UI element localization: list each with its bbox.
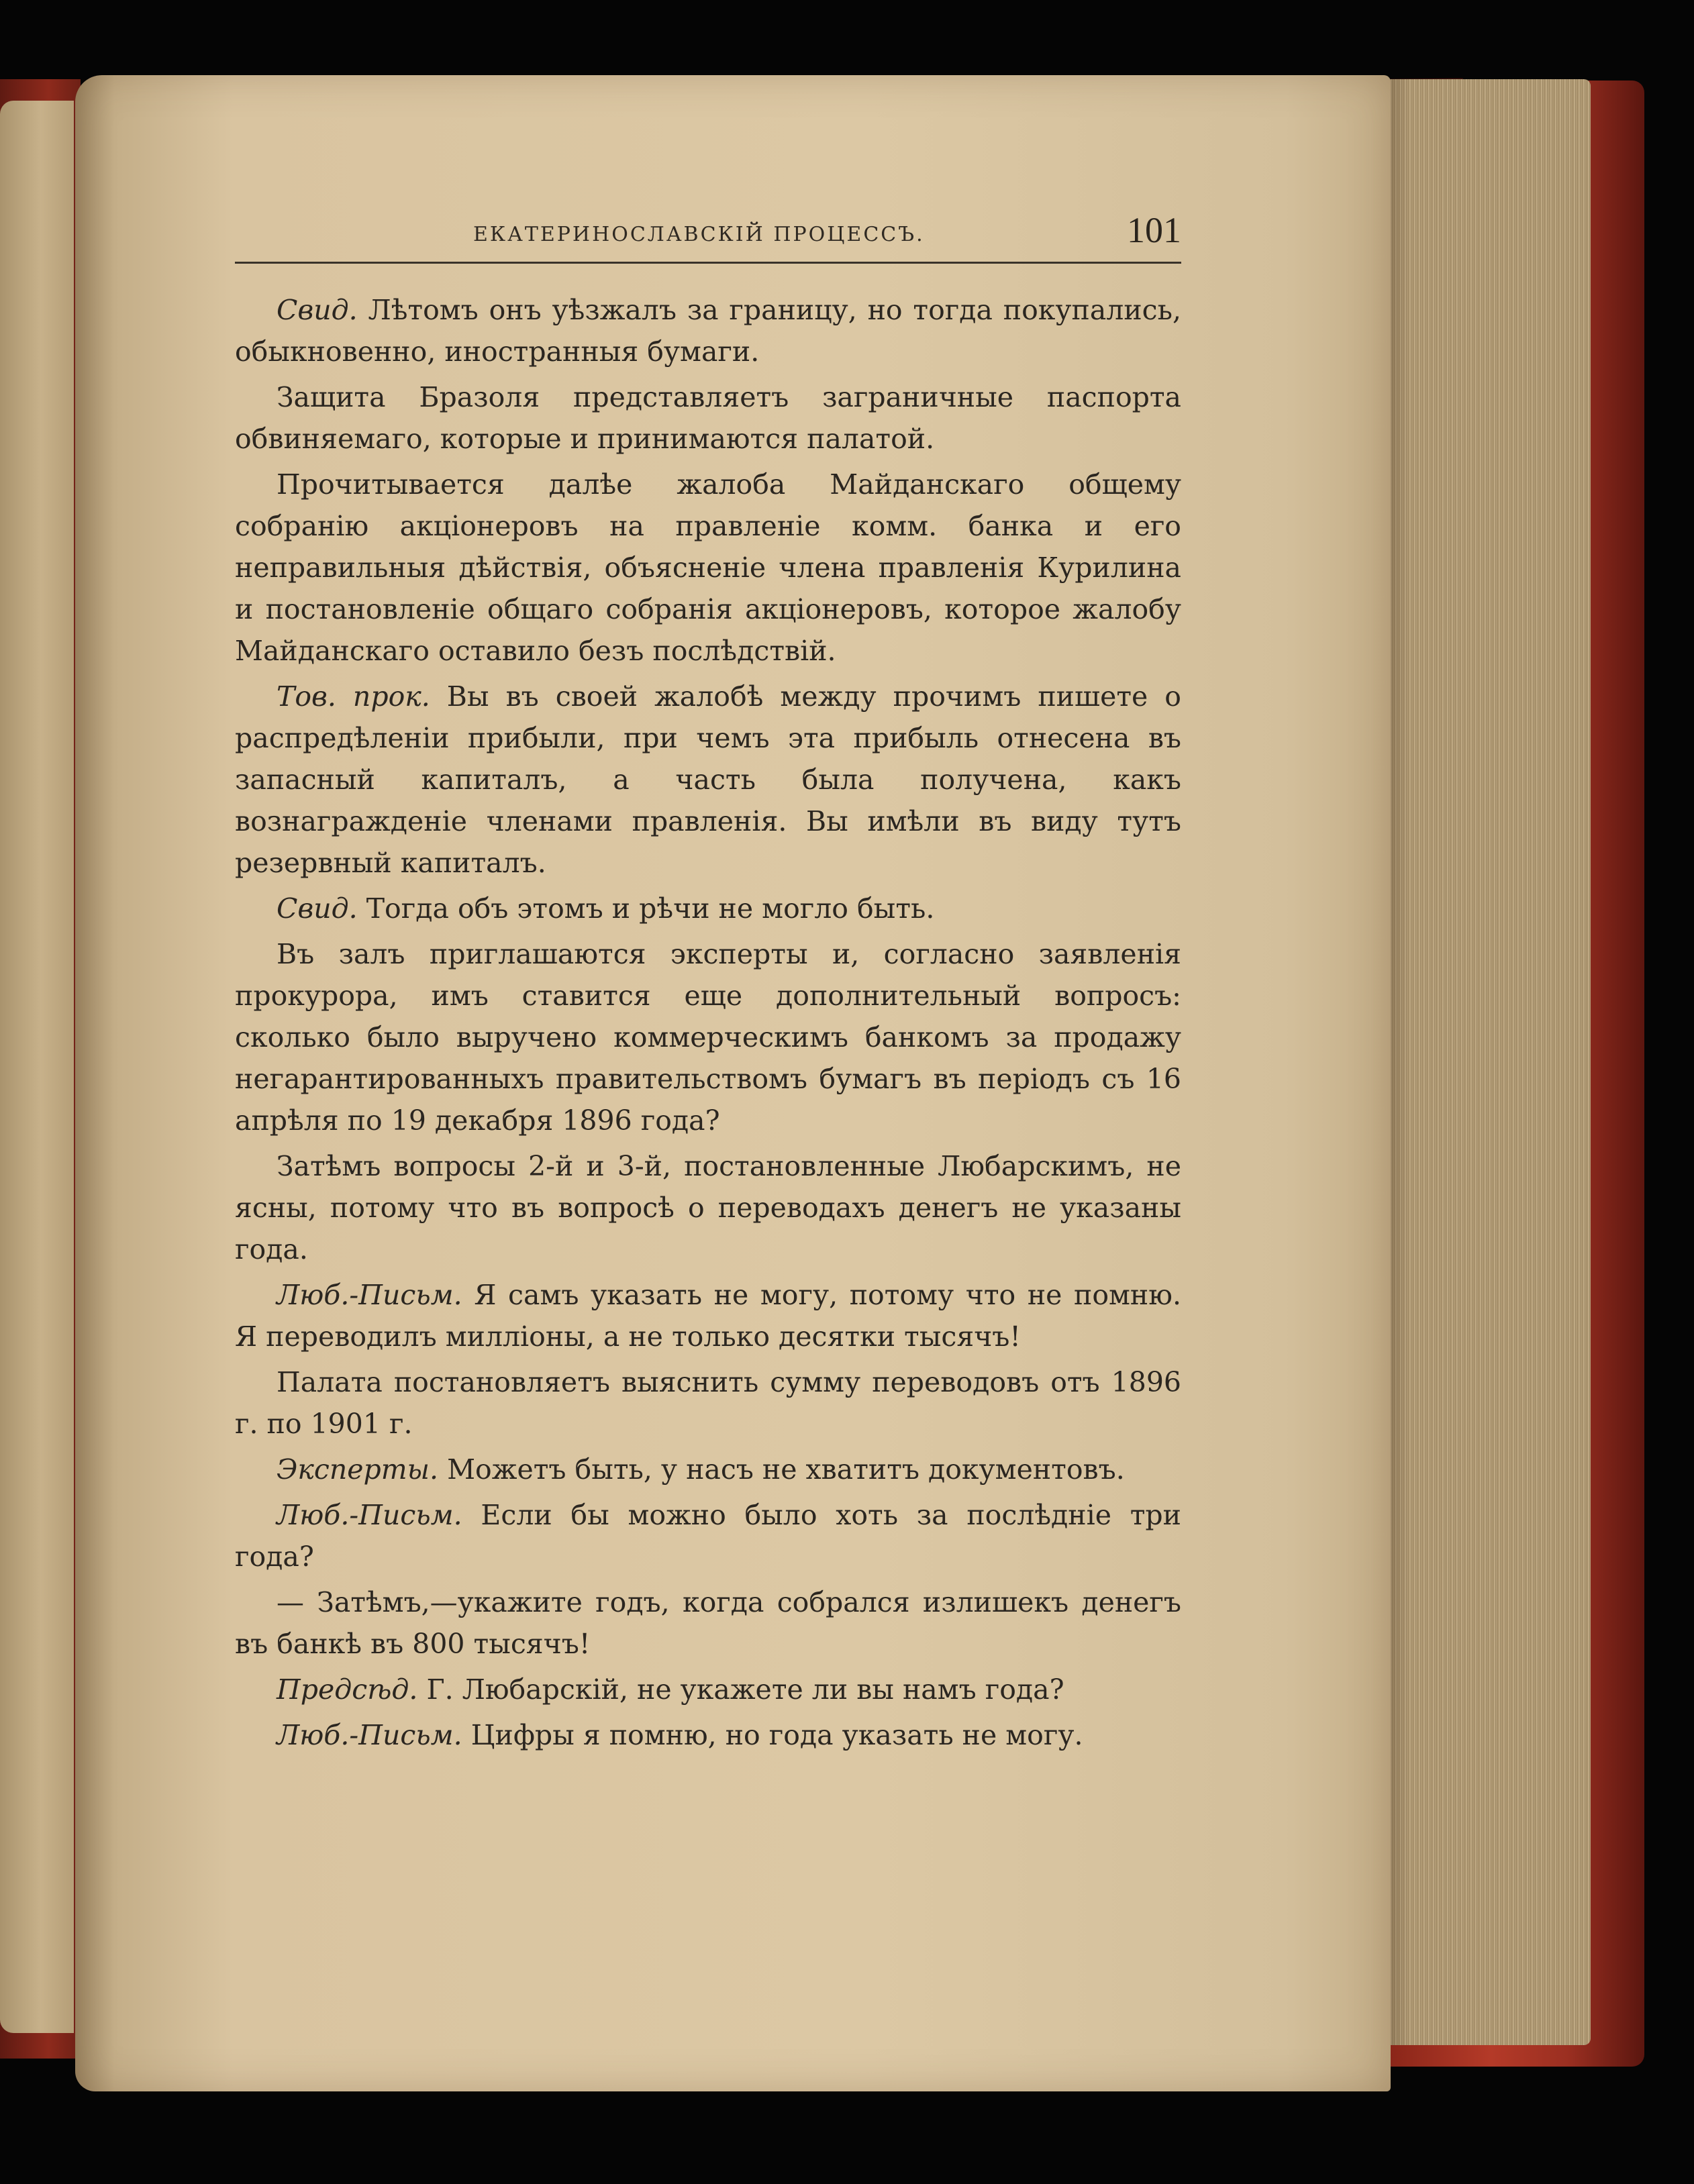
speaker-label: Люб.-Письм.: [277, 1719, 462, 1751]
paragraph-text: Палата постановляетъ выяснить сумму переводовъ отъ 1896 г. по 1901 г.: [235, 1366, 1181, 1440]
speaker-label: Люб.-Письм.: [277, 1499, 462, 1531]
speaker-label: Свид.: [277, 294, 358, 326]
paragraph-text: Можетъ быть, у насъ не хватитъ документовъ.: [438, 1453, 1125, 1486]
paragraph-text: Я самъ указать не могу, потому что не помню. Я переводилъ милліоны, а не только десятки тысячъ!: [235, 1279, 1181, 1353]
paragraph: [235, 464, 1181, 672]
paragraph-text: Въ залъ приглашаются эксперты и, согласно заявленія прокурора, имъ ставится еще дополнительный вопросъ: сколько было выручено коммерческимъ банкомъ за продажу негарантированныхъ правительствомъ бумагъ въ періодъ съ 16 апрѣля по 19 декабря 1896 года?: [235, 938, 1181, 1137]
paragraph: [235, 1581, 1181, 1665]
paragraph: [235, 1494, 1181, 1577]
paragraph-text: Вы въ своей жалобѣ между прочимъ пишете о распредѣленіи прибыли, при чемъ эта прибыль отнесена въ запасный капиталъ, а часть была получена, какъ вознагражденіе членами правленія. Вы имѣли въ виду тутъ резервный капиталъ.: [235, 680, 1181, 879]
body-text: [235, 289, 1181, 1756]
paragraph-text: Цифры я помню, но года указать не могу.: [462, 1719, 1083, 1751]
paragraph: [235, 1274, 1181, 1357]
paragraph: [235, 1449, 1181, 1490]
speaker-label: Эксперты.: [277, 1453, 439, 1486]
paragraph-text: Прочитывается далѣе жалоба Майданскаго общему собранію акціонеровъ на правленіе комм. банка и его неправильныя дѣйствія, объясненіе члена правленія Курилина и постановленіе общаго собранія акціонеровъ, которое жалобу Майданскаго оставило безъ послѣдствій.: [235, 468, 1181, 667]
speaker-label: Свид.: [277, 892, 358, 925]
paragraph-text: Г. Любарскій, не укажете ли вы намъ года?: [417, 1673, 1064, 1706]
paragraph: [235, 376, 1181, 460]
paragraph: [235, 1361, 1181, 1445]
paragraph: [235, 676, 1181, 884]
paragraph: [235, 1145, 1181, 1270]
page-header: [235, 208, 1181, 264]
paragraph: [235, 1714, 1181, 1756]
paragraph-text: Защита Бразоля представляетъ заграничные паспорта обвиняемаго, которые и принимаются палатой.: [235, 381, 1181, 455]
speaker-label: Тов. прок.: [277, 680, 430, 713]
paragraph: [235, 933, 1181, 1141]
paragraph-text: — Затѣмъ,—укажите годъ, когда собрался излишекъ денегъ въ банкѣ въ 800 тысячъ!: [235, 1586, 1181, 1660]
page-content: [235, 208, 1181, 1760]
paragraph: [235, 1669, 1181, 1710]
paragraph-text: Лѣтомъ онъ уѣзжалъ за границу, но тогда покупались, обыкновенно, иностранныя бумаги.: [235, 294, 1181, 368]
running-head: ЕКАТЕРИНОСЛАВСКІЙ ПРОЦЕССЪ.: [473, 223, 925, 246]
paragraph: [235, 289, 1181, 372]
paragraph-text: Тогда объ этомъ и рѣчи не могло быть.: [357, 892, 935, 925]
paragraph: [235, 888, 1181, 929]
paragraph-text: Если бы можно было хоть за послѣдніе три года?: [235, 1499, 1181, 1573]
speaker-label: Люб.-Письм.: [277, 1279, 462, 1311]
page-number: 101: [1127, 210, 1181, 250]
paragraph-text: Затѣмъ вопросы 2-й и 3-й, постановленные Любарскимъ, не ясны, потому что въ вопросѣ о переводахъ денегъ не указаны года.: [235, 1150, 1181, 1265]
speaker-label: Предсѣд.: [277, 1673, 418, 1706]
left-facing-page: [0, 101, 74, 2033]
